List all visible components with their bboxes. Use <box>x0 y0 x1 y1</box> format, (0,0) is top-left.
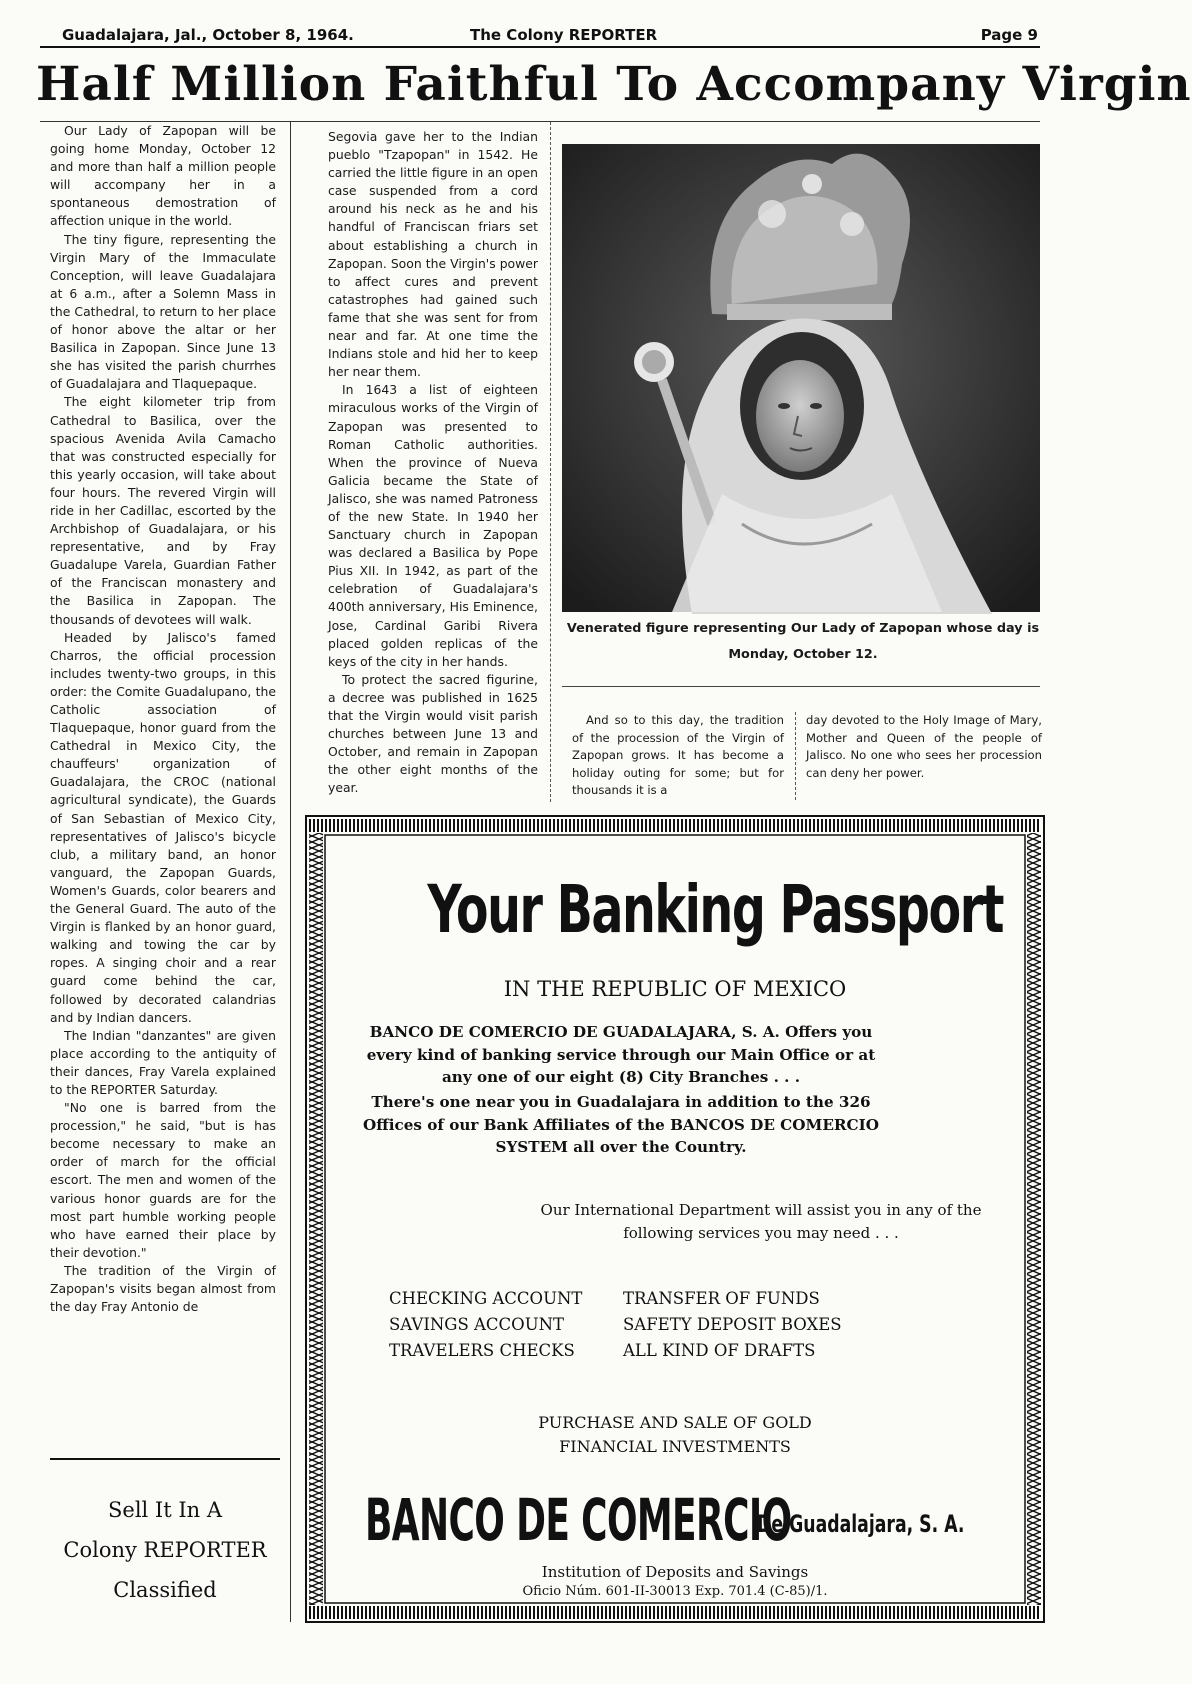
classified-rule <box>50 1458 280 1460</box>
classified-line-1: Sell It In A <box>108 1498 222 1522</box>
dateline: Guadalajara, Jal., October 8, 1964. <box>62 26 354 44</box>
bank-name-sub: De Guadalajara, S. A. <box>757 1510 965 1538</box>
ad-oficio: Oficio Núm. 601-II-30013 Exp. 701.4 (C-85)/1. <box>522 1584 828 1599</box>
article-paragraph: To protect the sacred figurine, a decree was published in 1625 that the Virgin would visit parish churches between June 13 and October, and remain in Zapopan the other eight months of the year. <box>328 671 538 796</box>
ad-institution: Institution of Deposits and Savings <box>541 1563 809 1581</box>
service-item: CHECKING ACCOUNT <box>389 1289 583 1308</box>
article-paragraph: day devoted to the Holy Image of Mary, Mother and Queen of the people of Jalisco. No one who sees her procession can deny her power. <box>806 713 1042 780</box>
classified-promo <box>50 1490 280 1610</box>
services-left <box>389 1286 582 1364</box>
bank-advertisement <box>305 815 1045 1623</box>
headline: Half Million Faithful To Accompany Virgin <box>36 57 1192 112</box>
page-number: Page 9 <box>980 26 1038 44</box>
article-paragraph: Our Lady of Zapopan will be going home Monday, October 12 and more than half a million people will accompany her in a spontaneous demostration of affection unique in the world. <box>50 123 276 229</box>
service-item: ALL KIND OF DRAFTS <box>623 1341 816 1360</box>
masthead <box>40 18 1040 46</box>
ad-paragraph-1: BANCO DE COMERCIO DE GUADALAJARA, S. A. Offers you every kind of banking service through our Main Office or at any one of our eight (8) City Branches . . . <box>366 1023 876 1087</box>
caption-rule <box>562 686 1040 687</box>
ad-bank-name <box>365 1486 995 1556</box>
ad-paragraph-3: Our International Department will assist you in any of the following services you may need . . . <box>540 1201 982 1242</box>
classified-line-3: Classified <box>113 1578 217 1602</box>
classified-line-2: Colony REPORTER <box>63 1538 267 1562</box>
column-rule-2 <box>550 122 551 802</box>
bank-name-main: BANCO DE COMERCIO <box>365 1486 792 1554</box>
article-paragraph: The tiny figure, representing the Virgin Mary of the Immaculate Conception, will leave Guadalajara at 6 a.m., after a Solemn Mass in the Cathedral, to return to her place of honor above the altar or her Basilica in Zapopan. Since June 13 she has visited the parish churrhes of Guadalajara and Tlaquepaque. <box>50 231 276 392</box>
ad-title: Your Banking Passport <box>427 871 1003 948</box>
masthead-rule <box>40 46 1040 48</box>
article-column-2 <box>328 128 538 808</box>
article-column-4 <box>806 712 1042 798</box>
virgin-figure-illustration <box>562 144 1040 612</box>
article-paragraph: The eight kilometer trip from Cathedral to Basilica, over the spacious Avenida Avila Camacho that was constructed especially for this yearly occasion, will take about four hours. The revered Virgin will ride in her Cadillac, escorted by the Archbishop of Guadalajara, or his representative, and by Fray Guadalupe Varela, Guardian Father of the Franciscan monastery and the Basilica in Zapopan. The thousands of devotees will walk. <box>50 394 276 627</box>
services-right <box>623 1286 842 1364</box>
paper-name: The Colony REPORTER <box>470 26 658 44</box>
ad-subtitle: IN THE REPUBLIC OF MEXICO <box>503 977 847 1001</box>
article-column-3 <box>572 712 784 798</box>
ad-paragraph-2: There's one near you in Guadalajara in addition to the 326 Offices of our Bank Affiliates of the BANCOS DE COMERCIO SYSTEM all over the Country. <box>363 1093 879 1157</box>
virgin-photo <box>562 144 1040 612</box>
service-item: SAFETY DEPOSIT BOXES <box>623 1315 842 1334</box>
ad-content <box>331 841 1019 1597</box>
column-rule-3 <box>795 712 796 800</box>
article-paragraph: "No one is barred from the procession," he said, "but is has become necessary to make an order of march for the official escort. The men and women of the various honor guards are for the most part humble working people who have earned their place by their devotion." <box>50 1100 276 1260</box>
photo-caption: Venerated figure representing Our Lady of Zapopan whose day is Monday, October 12. <box>566 621 1040 662</box>
service-item: TRANSFER OF FUNDS <box>623 1289 820 1308</box>
article-paragraph: Segovia gave her to the Indian pueblo "Tzapopan" in 1542. He carried the little figure in an open case suspended from a cord around his neck as he and his handful of Franciscan friars set about establishing a church in Zapopan. Soon the Virgin's power to affect cures and prevent catastrophes had gained such fame that she was sent for from near and far. At one time the Indians stole and hid her to keep her near them. <box>328 129 538 380</box>
article-column-1 <box>50 122 276 1442</box>
gold-line-1: PURCHASE AND SALE OF GOLD <box>538 1413 812 1432</box>
ad-gold-services <box>331 1411 1019 1459</box>
article-paragraph: And so to this day, the tradition of the procession of the Virgin of Zapopan grows. It has become a holiday outing for some; but for thousands it is a <box>572 713 784 797</box>
column-rule-1 <box>290 122 291 1622</box>
service-item: SAVINGS ACCOUNT <box>389 1315 565 1334</box>
service-item: TRAVELERS CHECKS <box>389 1341 575 1360</box>
article-paragraph: Headed by Jalisco's famed Charros, the official procession includes twenty-two groups, in this order: the Comite Guadalupano, the Catholic association of Tlaquepaque, honor guard from the Cathedral in Mexico City, the chauffeurs' organization of Guadalajara, the CROC (national agricultural syndicate), the Guards of San Sebastian of Mexico City, representatives of Jalisco's bicycle club, a military band, an honor vanguard, the Zapopan Guards, Women's Guards, color bearers and the General Guard. The auto of the Virgin is flanked by an honor guard, walking and towing the car by ropes. A singing choir and a rear guard come behind the car, followed by decorated calandrias and by Indian dancers. <box>50 629 276 1025</box>
article-paragraph: The tradition of the Virgin of Zapopan's visits began almost from the day Fray Antonio de <box>50 1262 276 1315</box>
article-paragraph: The Indian "danzantes" are given place according to the antiquity of their dances, Fray Varela explained to the REPORTER Saturday. <box>50 1027 276 1097</box>
article-paragraph: In 1643 a list of eighteen miraculous works of the Virgin of Zapopan was presented to Roman Catholic authorities. When the province of Nueva Galicia became the State of Jalisco, she was named Patroness of the new State. In 1940 her Sanctuary church in Zapopan was declared a Basilica by Pope Pius XII. In 1942, as part of the celebration of Guadalajara's 400th anniversary, His Eminence, Jose, Cardinal Garibi Rivera placed golden replicas of the keys of the city in her hands. <box>328 382 538 669</box>
gold-line-2: FINANCIAL INVESTMENTS <box>559 1437 791 1456</box>
